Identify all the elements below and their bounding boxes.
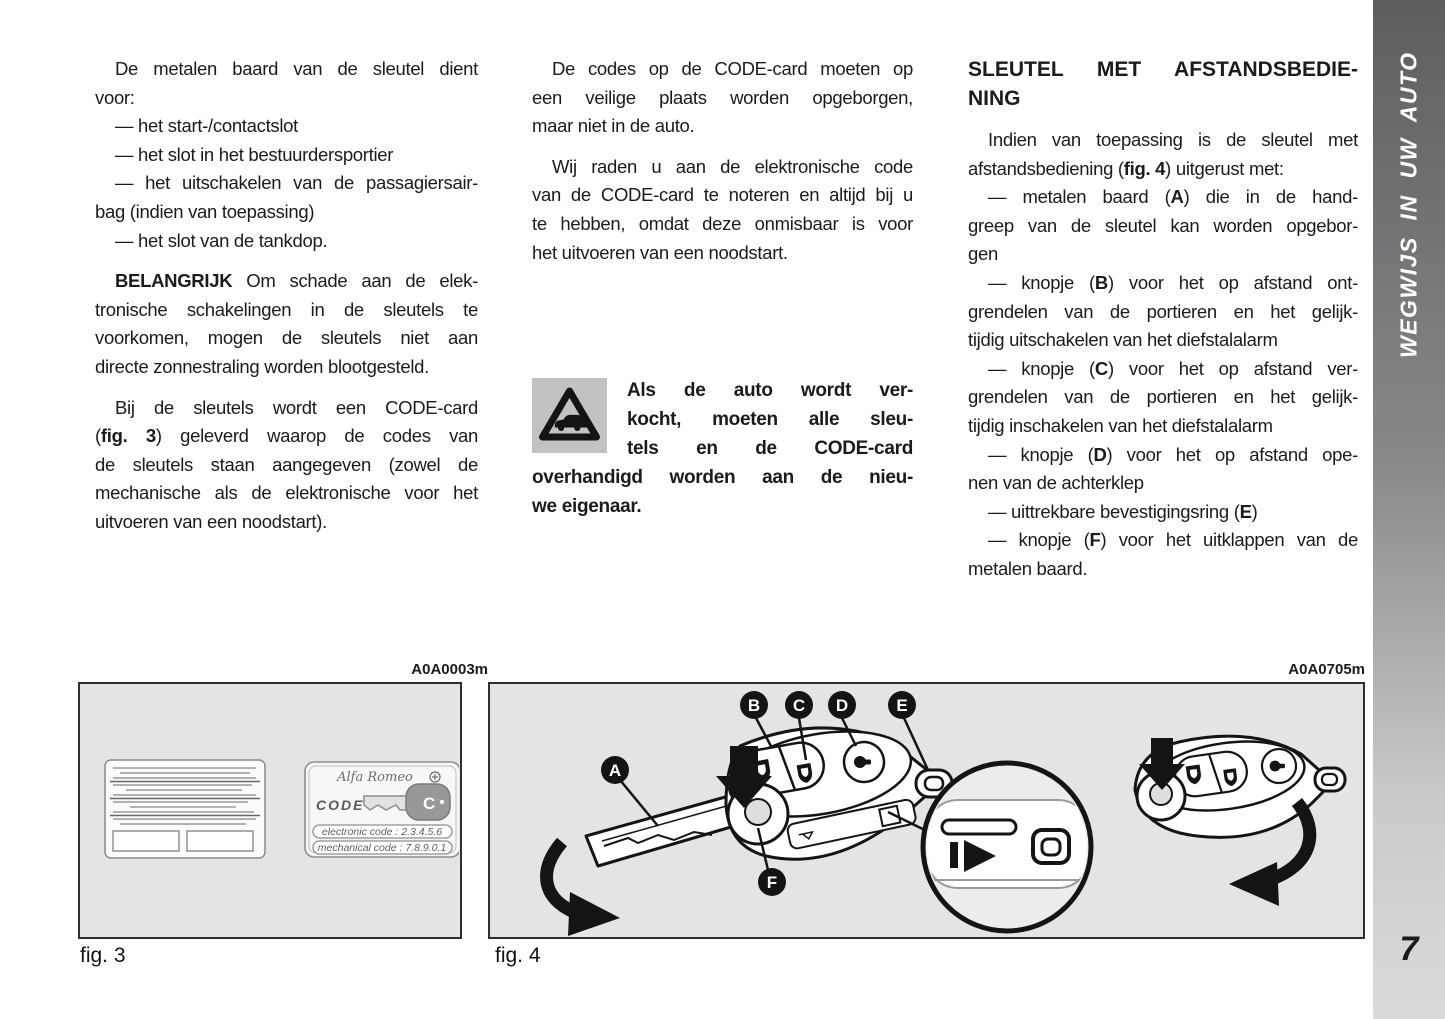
column-3 xyxy=(968,55,1358,584)
paragraph: — het slot van de tankdop. xyxy=(115,229,328,251)
column-1 xyxy=(95,55,478,537)
paragraph: — metalen baard (A) die in de hand- greep van de sleutel kan worden opgebor- gen xyxy=(968,186,1358,265)
remote-key-illustration xyxy=(490,684,1362,936)
paragraph: — knopje (C) voor het op afstand ver- grendelen van de portieren en het gelijk- tijdig inschakelen van het diefstalalarm xyxy=(968,357,1359,436)
mechanical-code-value: mechanical code : 7.8.9.0.1 xyxy=(317,842,447,854)
paragraph: — het slot in het bestuurdersportier xyxy=(115,143,394,165)
paragraph: — uittrekbare bevestigingsring (E) xyxy=(988,500,1258,522)
open-key xyxy=(547,719,952,936)
chapter-sidebar xyxy=(1373,0,1445,1019)
electronic-code-value: electronic code : 2.3.4.5.6 xyxy=(321,826,443,838)
paragraph: Indien van toepassing is de sleutel met afstandsbediening (fig. 4) uitgerust met: xyxy=(968,129,1358,179)
fig3-ref-label: A0A0003m xyxy=(411,661,488,678)
paragraph: — het start-/contactslot xyxy=(115,115,299,137)
paragraph: De metalen baard van de sleutel dient voor: xyxy=(95,58,478,108)
section-heading: SLEUTEL MET AFSTANDSBEDIE- NING xyxy=(968,58,1358,110)
magnifier-detail xyxy=(923,763,1091,931)
figure-3-panel xyxy=(78,682,462,939)
brand-label: Alfa Romeo xyxy=(337,770,413,785)
code-card xyxy=(305,762,459,857)
key-labels-card xyxy=(105,760,265,858)
callout-d: D xyxy=(835,696,849,715)
callout-c: C xyxy=(792,696,806,715)
paragraph: Bij de sleutels wordt een CODE-card (fig. 3) geleverd waarop de codes van de sleutels staan aangegeven (zowel de mechanische als de elektronische voor het uitvoeren van een noodstart). xyxy=(95,396,478,532)
paragraph: BELANGRIJK Om schade aan de elek- tronische schakelingen in de sleutels te voorkomen, mogen de sleutels niet aan directe zonnestraling worden blootgesteld. xyxy=(95,270,478,377)
paragraph: — het uitschakelen van de passagiersair- bag (indien van toepassing) xyxy=(95,172,478,222)
fig4-ref-label: A0A0705m xyxy=(1288,661,1365,678)
page-number: 7 xyxy=(1399,930,1419,968)
callout-e: E xyxy=(896,696,908,715)
chapter-title: WEGWIJS IN UW AUTO xyxy=(1395,51,1422,359)
code-label: CODE xyxy=(316,797,365,813)
callout-a: A xyxy=(608,761,622,780)
fig4-caption: fig. 4 xyxy=(495,944,541,967)
code-card-illustration xyxy=(80,684,459,936)
paragraph: Wij raden u aan de elektronische code van de CODE-card te noteren en altijd bij u te hebben, omdat deze onmisbaar is voor het uitvoeren van een noodstart. xyxy=(532,155,913,263)
fig3-caption: fig. 3 xyxy=(80,944,126,967)
figure-4-panel xyxy=(488,682,1365,939)
warning-text: Als de auto wordt ver- kocht, moeten alle sleu- tels en de CODE-card overhandigd worden aan de nieu- we eigenaar. xyxy=(532,380,913,517)
column-2 xyxy=(532,55,913,517)
paragraph: — knopje (D) voor het op afstand ope- nen van de achterklep xyxy=(968,443,1358,494)
paragraph: — knopje (B) voor het op afstand ont- grendelen van de portieren en het gelijk- tijdig uitschakelen van het diefstalalarm xyxy=(968,271,1358,351)
paragraph: — knopje (F) voor het uitklappen van de metalen baard. xyxy=(968,529,1358,579)
folded-key xyxy=(1135,732,1345,906)
callout-b: B xyxy=(747,696,761,715)
callout-f: F xyxy=(766,873,778,892)
warning-note xyxy=(532,376,913,521)
warning-triangle-icon xyxy=(532,378,607,453)
paragraph: De codes op de CODE-card moeten op een veilige plaats worden opgeborgen, maar niet in de auto. xyxy=(532,58,913,137)
svg-text:C: C xyxy=(423,794,436,813)
